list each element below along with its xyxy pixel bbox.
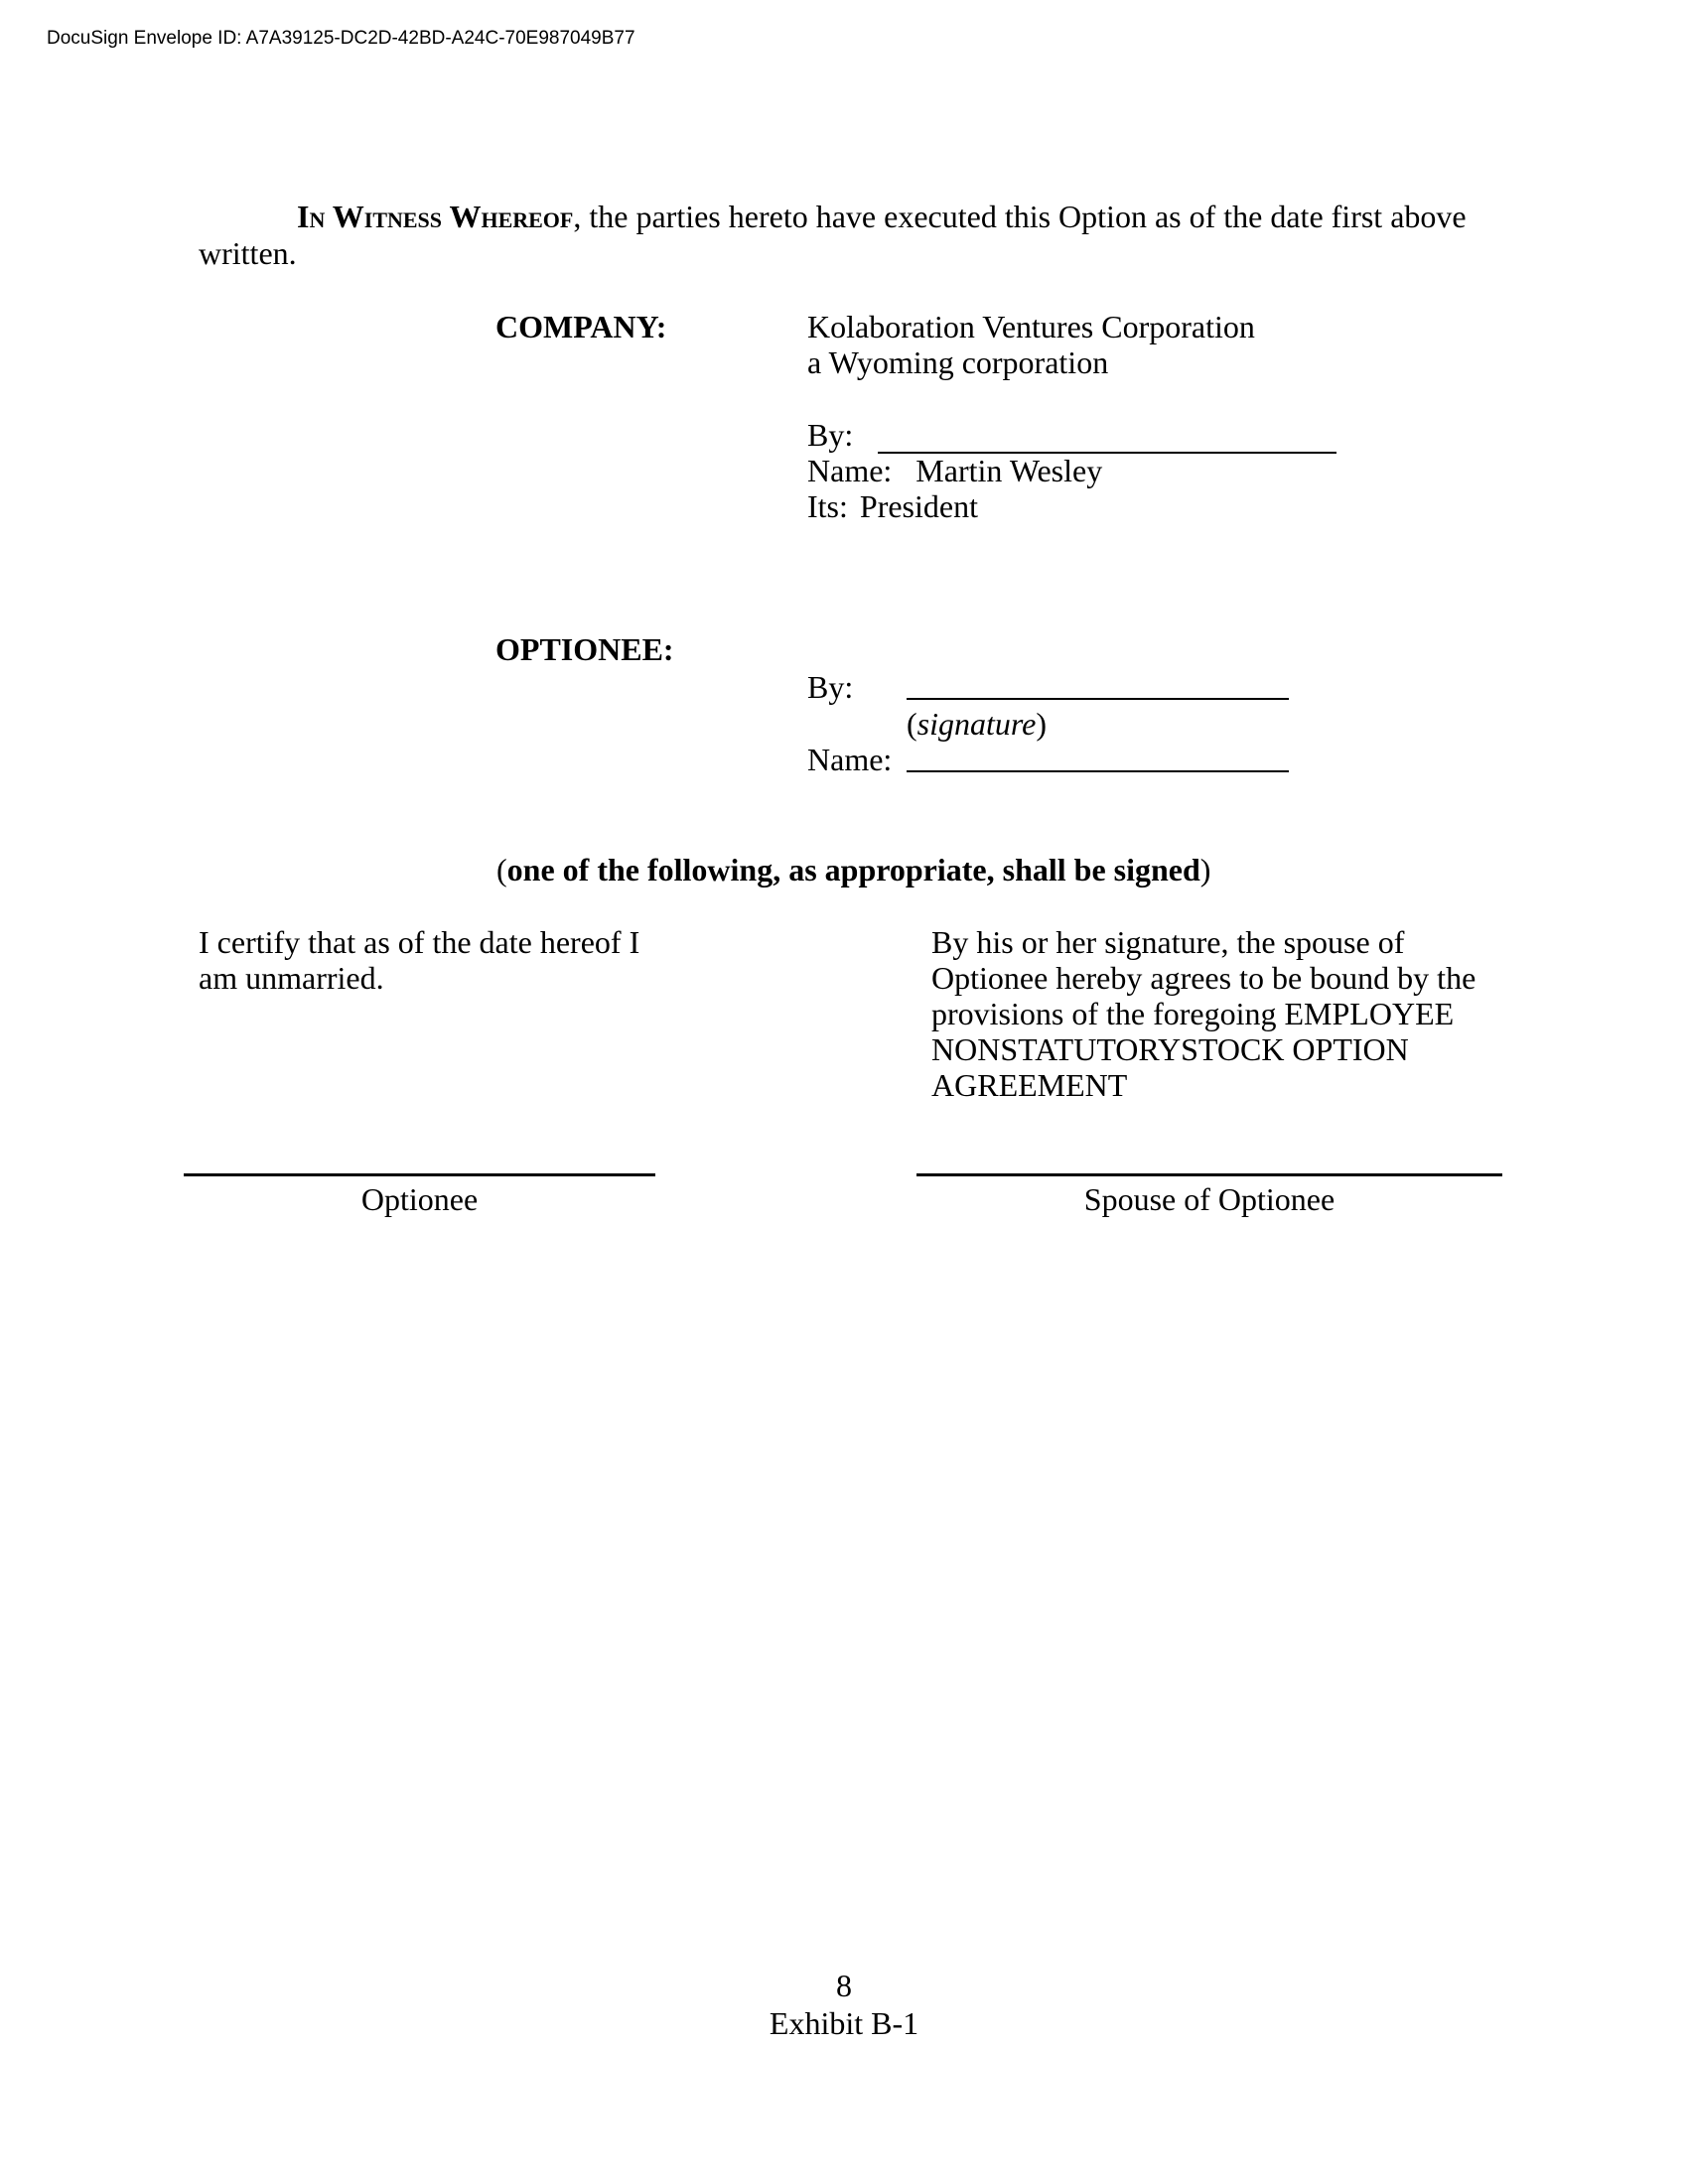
optionee-by-label: By: [807, 669, 854, 705]
spouse-statement-line-4: NONSTATUTORYSTOCK OPTION [931, 1031, 1409, 1067]
optionee-label: OPTIONEE: [495, 631, 674, 667]
exhibit-label: Exhibit B-1 [769, 2005, 919, 2041]
signing-instruction-text: one of the following, as appropriate, shall be signed [506, 852, 1200, 887]
optionee-unmarried-signature-line[interactable] [184, 1173, 655, 1176]
certify-line-1: I certify that as of the date hereof I [199, 924, 640, 960]
witness-line-1 [297, 199, 1467, 234]
witness-line-2: written. [199, 235, 297, 271]
signature-caption-word: signature [916, 706, 1037, 742]
page-number: 8 [836, 1968, 852, 2003]
certify-line-2: am unmarried. [199, 960, 384, 996]
spouse-statement-line-3: provisions of the foregoing EMPLOYEE [931, 996, 1455, 1031]
signing-instruction: (one of the following, as appropriate, shall be signed) [496, 852, 1211, 887]
company-name: Kolaboration Ventures Corporation [807, 309, 1255, 344]
company-by-label: By: [807, 417, 854, 453]
envelope-id: DocuSign Envelope ID: A7A39125-DC2D-42BD-A24C-70E987049B77 [47, 28, 635, 49]
spouse-statement-line-5: AGREEMENT [931, 1067, 1128, 1103]
optionee-signature-line[interactable] [907, 698, 1289, 700]
optionee-name-line[interactable] [907, 770, 1289, 772]
optionee-name-label: Name: [807, 742, 893, 777]
company-signer-name: Martin Wesley [915, 453, 1103, 488]
spouse-statement-line-2: Optionee hereby agrees to be bound by the [931, 960, 1477, 996]
optionee-signature-label: Optionee [360, 1181, 479, 1217]
company-type: a Wyoming corporation [807, 344, 1109, 380]
signature-caption: (signature) [907, 706, 1048, 742]
company-its-value: President [859, 488, 978, 524]
spouse-statement-line-1: By his or her signature, the spouse of [931, 924, 1405, 960]
company-its-row [807, 488, 978, 524]
company-its-label: Its: [807, 488, 848, 524]
spouse-signature-line[interactable] [916, 1173, 1502, 1176]
witness-line-1-rest: , the parties hereto have executed this Option as of the date first above [573, 199, 1467, 234]
company-name-label: Name: [807, 453, 893, 488]
company-name-row [807, 453, 1102, 488]
company-label: COMPANY: [495, 309, 667, 344]
spouse-signature-label: Spouse of Optionee [1083, 1181, 1336, 1217]
witness-lead: In Witness Whereof [297, 199, 574, 234]
